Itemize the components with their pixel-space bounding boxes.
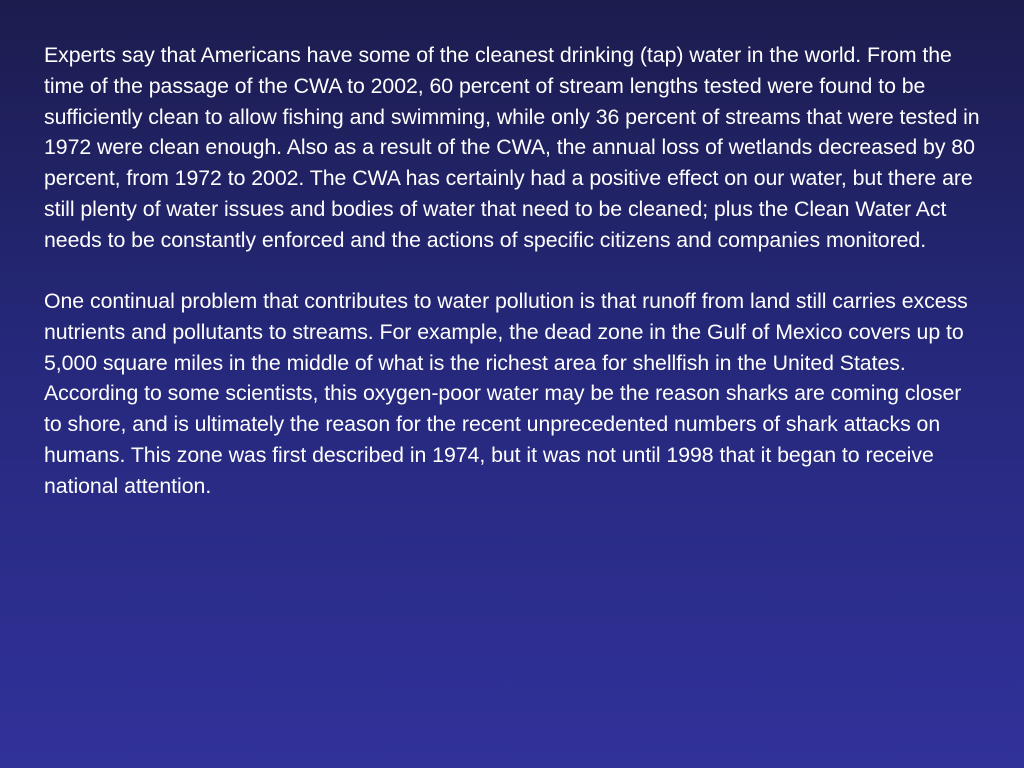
paragraph-runoff-dead-zone: One continual problem that contributes to water pollution is that runoff from land still carries excess nutrients and pollutants to streams. For example, the dead zone in the Gulf of Mexico covers up to 5,000 square miles in the middle of what is the richest area for shellfish in the United States. According to some scientists, this oxygen-poor water may be the reason sharks are coming closer to shore, and is ultimately the reason for the recent unprecedented numbers of shark attacks on humans. This zone was first described in 1974, but it was not until 1998 that it began to receive national attention. [44, 289, 968, 498]
paragraph-cwa-progress: Experts say that Americans have some of the cleanest drinking (tap) water in the world. From the time of the passage of the CWA to 2002, 60 percent of stream lengths tested were found to be sufficiently clean to allow fishing and swimming, while only 36 percent of streams that were tested in 1972 were clean enough. Also as a result of the CWA, the annual loss of wetlands decreased by 80 percent, from 1972 to 2002. The CWA has certainly had a positive effect on our water, but there are still plenty of water issues and bodies of water that need to be cleaned; plus the Clean Water Act needs to be constantly enforced and the actions of specific citizens and companies monitored. [44, 43, 980, 252]
